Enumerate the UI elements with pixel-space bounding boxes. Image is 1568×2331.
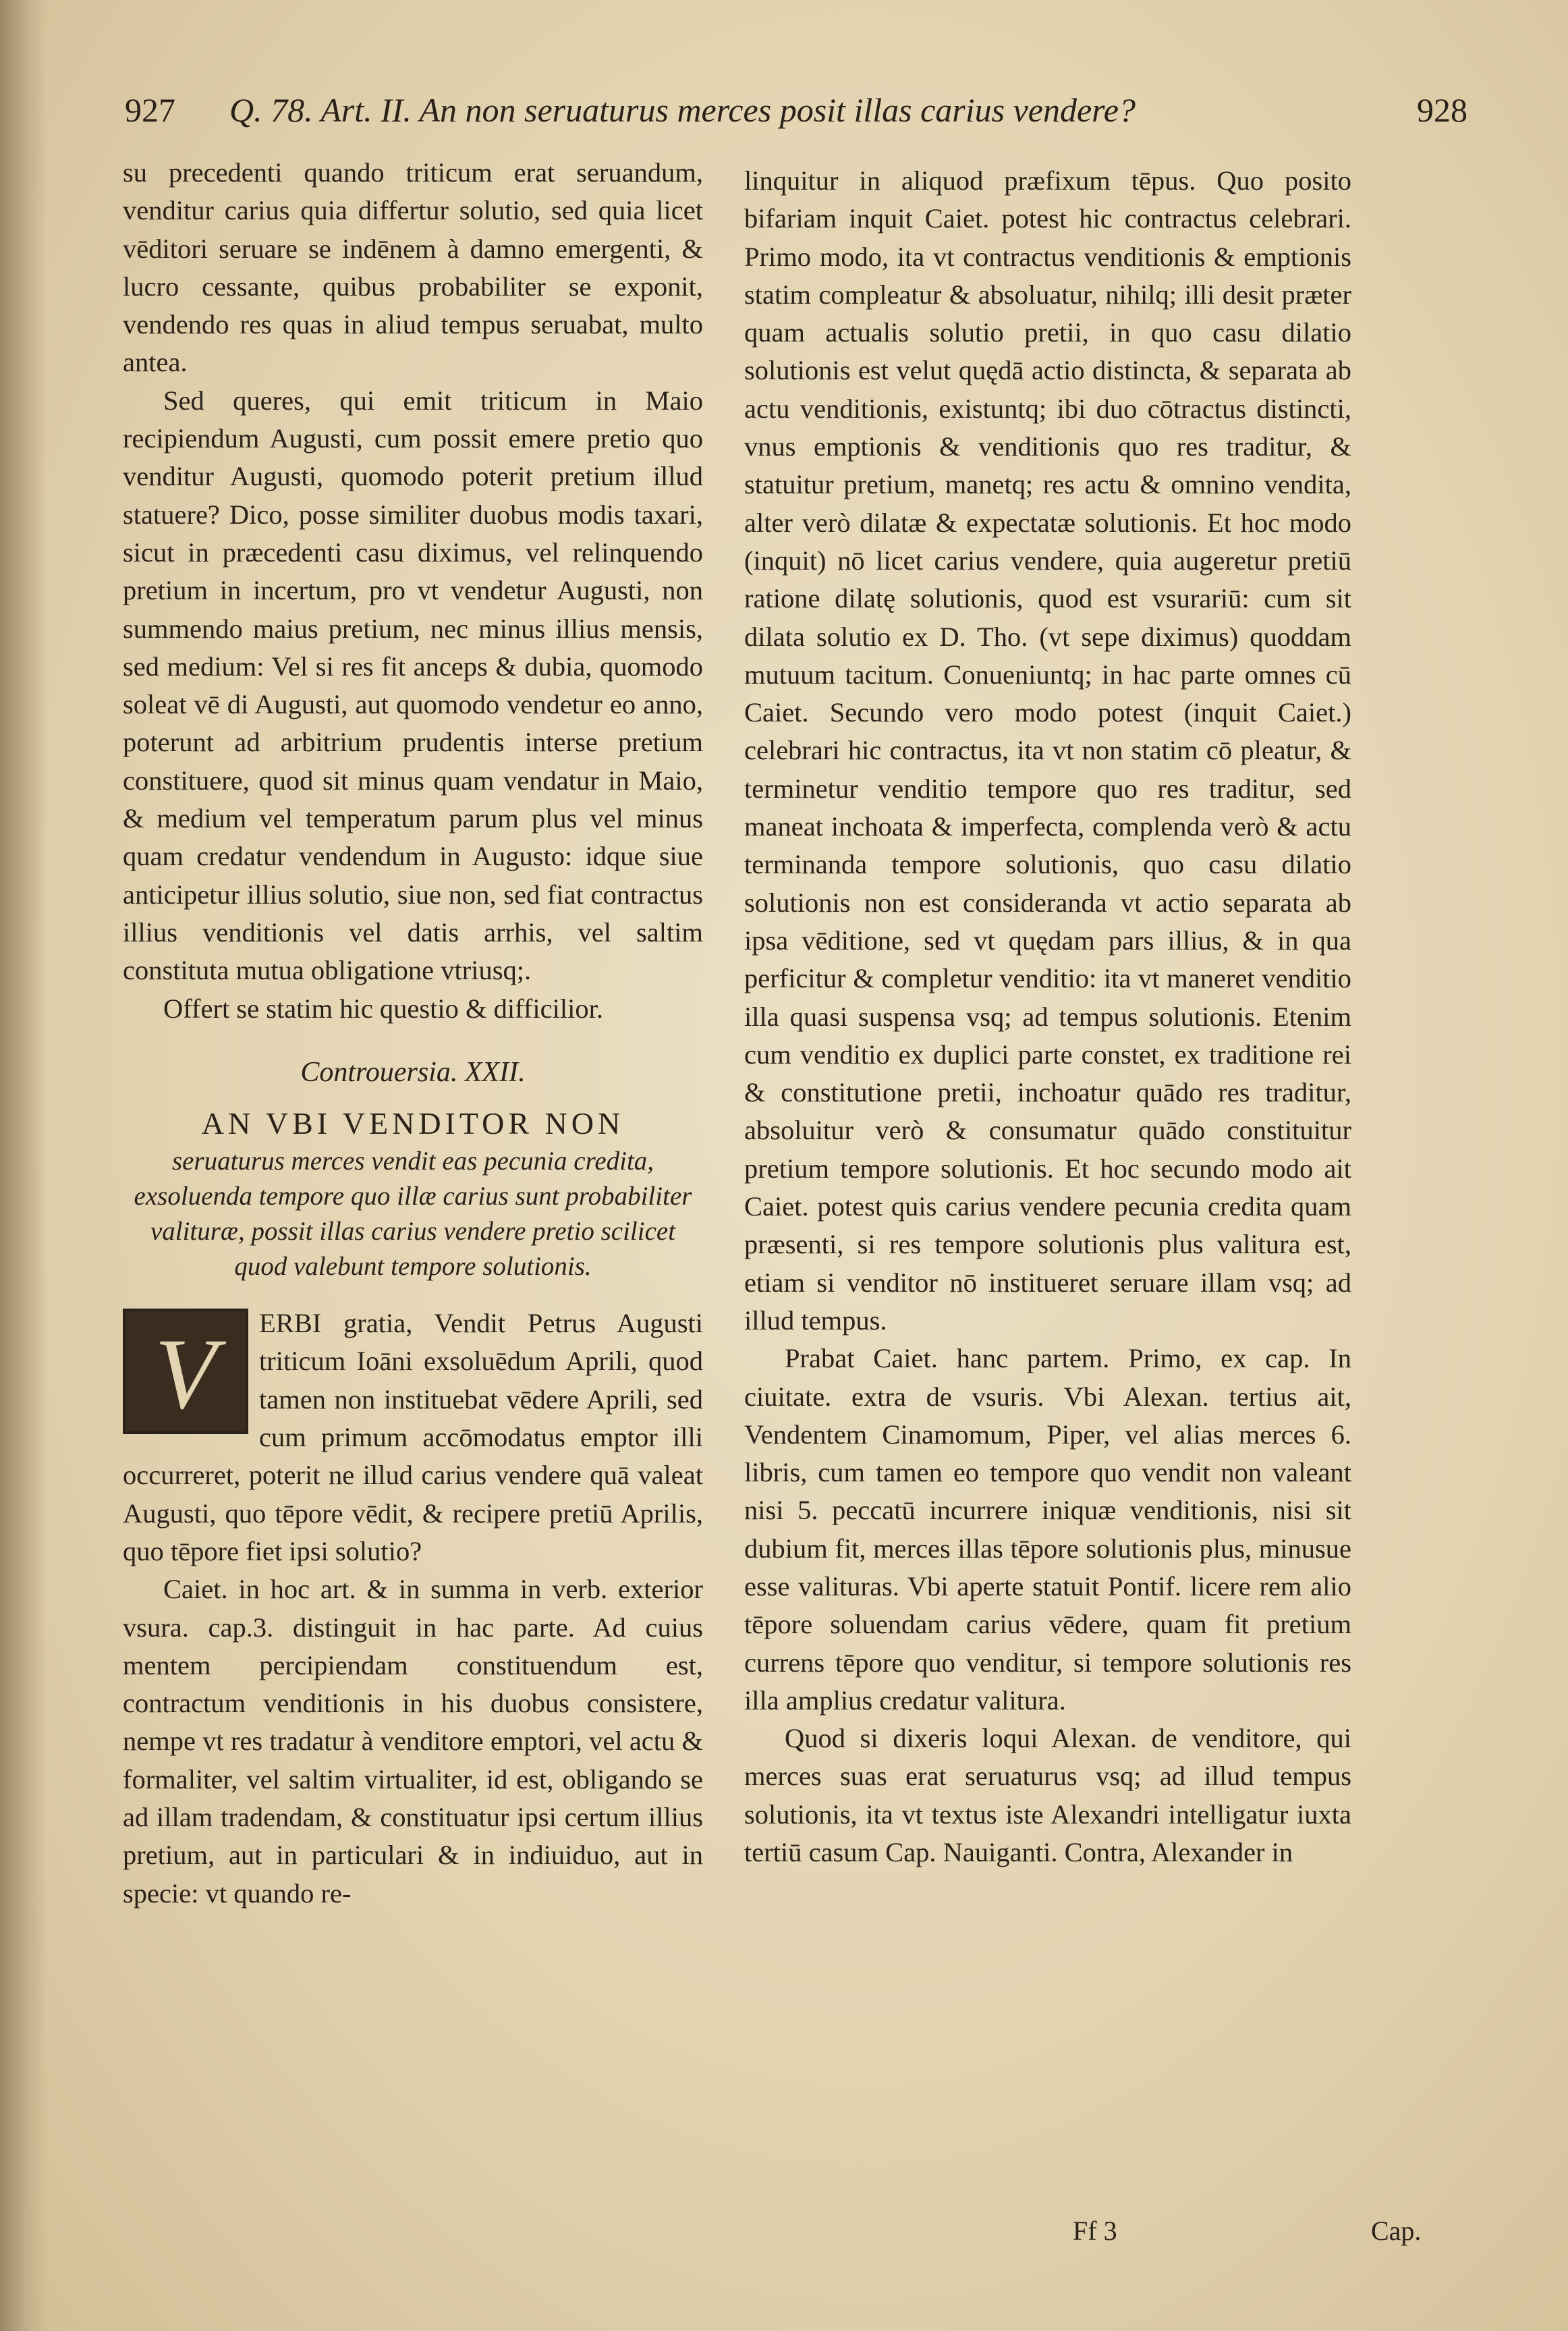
question-title-caps: AN VBI VENDITOR NON [201, 1106, 625, 1141]
running-head [125, 80, 1467, 140]
paragraph: su precedenti quando triticum erat seruandum, venditur carius quia differtur solutio, sed quia licet vēditori seruare se indēnem à damno emergenti, & lucro cessante, quibus probabiliter se exponit, vendendo res quas in aliud tempus seruabat, multo antea. [123, 157, 703, 378]
paragraph: Offert se statim hic questio & difficilior. [163, 993, 604, 1024]
catchword: Cap. [1371, 2216, 1422, 2246]
signature-mark: Ff 3 [1073, 2216, 1117, 2246]
paragraph: Sed queres, qui emit triticum in Maio recipiendum Augusti, cum possit emere pretio quo venditur Augusti, quomodo poterit pretium illud statuere? Dico, posse similiter duobus modis taxari, sicut in præcedenti casu diximus, vel relinquendo pretium in incertum, pro vt vendetur Augusti, non summendo maius pretium, nec minus illius mensis, sed medium: Vel si res fit anceps & dubia, quomodo soleat vē di Augusti, aut quomodo vendetur eo anno, poterunt ad arbitrium prudentis interse pretium constituere, quod sit minus quam vendatur in Maio, & medium vel temperatum parum plus vel minus quam credatur vendendum in Augusto: idque siue anticipetur illius solutio, siue non, sed fiat contractus illius venditionis vel datis arrhis, vel saltim constituta mutua obligatione vtriusq;. [123, 385, 703, 986]
page-number-left: 927 [125, 91, 175, 129]
paragraph: Caiet. in hoc art. & in summa in verb. exterior vsura. cap.3. distinguit in hac parte. Ad cuius mentem percipiendam constituendum est, contractum venditionis in his duobus consistere, nempe vt res tradatur à venditore emptori, vel actu & formaliter, vel saltim virtualiter, id est, obligando se ad illam tradendam, & constituatur ipsi certum illius pretium, aut in particulari & in indiuiduo, aut in specie: vt quando re- [123, 1574, 703, 1909]
binding-gutter [0, 0, 47, 2331]
left-column [123, 154, 703, 1913]
question-title-body: seruaturus merces vendit eas pecunia credita, exsoluenda tempore quo illæ carius sunt probabiliter valituræ, possit illas carius vendere pretio scilicet quod valebunt tempore solutionis. [134, 1147, 692, 1282]
running-title: Q. 78. Art. II. An non seruaturus merces posit illas carius vendere? [229, 91, 1136, 129]
paragraph: linquitur in aliquod præfixum tēpus. Quo posito bifariam inquit Caiet. potest hic contractus celebrari. Primo modo, ita vt contractus venditionis & emptionis statim compleatur & absoluatur, nihilq; illi desit præter quam actualis solutio pretii, in quo casu dilatio solutionis est velut quędā actio distincta, & separata ab actu venditionis, existuntq; ibi duo cōtractus distincti, vnus emptionis & venditionis quo res traditur, & statuitur pretium, manetq; res actu & omnino vendita, alter verò dilatæ & expectatæ solutionis. Et hoc modo (inquit) nō licet carius vendere, quia augeretur pretiū ratione dilatę solutionis, quod est vsurariū: cum sit dilata solutio ex D. Tho. (vt sepe diximus) quoddam mutuum tacitum. Conueniuntq; in hac parte omnes cū Caiet. Secundo vero modo potest (inquit Caiet.) celebrari hic contractus, ita vt non statim cō pleatur, & terminetur venditio tempore quo res traditur, sed maneat inchoata & imperfecta, complenda verò & actu terminanda tempore solutionis, quo casu dilatio solutionis non est consideranda vt actio separata ab ipsa vēditione, sed vt quędam pars illius, & in qua perficitur & completur venditio: ita vt maneret venditio illa quasi suspensa vsq; ad tempus solutionis. Etenim cum venditio ex duplici parte constet, ex traditione rei & constitutione pretii, inchoatur quādo res traditur, absoluitur verò & consumatur quādo constituitur pretium tempore solutionis. Et hoc secundo modo ait Caiet. potest quis carius vendere pecunia credita quam præsenti, si res tempore solutionis plus valitura est, etiam si venditor nō institueret seruare illam vsq; ad illud tempus. [744, 165, 1351, 1336]
paragraph: Prabat Caiet. hanc partem. Primo, ex cap. In ciuitate. extra de vsuris. Vbi Alexan. tertius ait, Vendentem Cinamomum, Piper, vel alias merces 6. libris, cum tamen eo tempore quo vendit non valeant nisi 5. peccatū incurrere iniquæ venditionis, nisi sit dubium fit, merces illas tēpore solutionis plus, minusue esse valituras. Vbi aperte statuit Pontif. licere rem alio tēpore soluendam carius vēdere, quam fit pretium currens tēpore quo venditur, si tempore solutionis res illa amplius credatur valitura. [744, 1343, 1351, 1716]
paragraph: ERBI gratia, Vendit Petrus Augusti triticum Ioāni exsoluēdum Aprili, quod tamen non instituebat vēdere Aprili, sed cum primum accōmodatus emptor illi occurreret, poterit ne illud carius vendere quā valeat Augusti, quo tēpore vēdit, & recipere pretiū Aprilis, quo tēpore fiet ipsi solutio? [123, 1308, 703, 1566]
right-column [744, 162, 1351, 1871]
opening-paragraph [123, 1305, 703, 1570]
controversia-heading: Controuersia. XXII. [300, 1056, 526, 1088]
decorated-initial-icon: V [123, 1309, 248, 1434]
page-number-right: 928 [1417, 91, 1467, 129]
paragraph: Quod si dixeris loqui Alexan. de venditore, qui merces suas erat seruaturus vsq; ad illud tempus solutionis, ita vt textus iste Alexandri intelligatur iuxta tertiū casum Cap. Nauiganti. Contra, Alexander in [744, 1723, 1351, 1868]
